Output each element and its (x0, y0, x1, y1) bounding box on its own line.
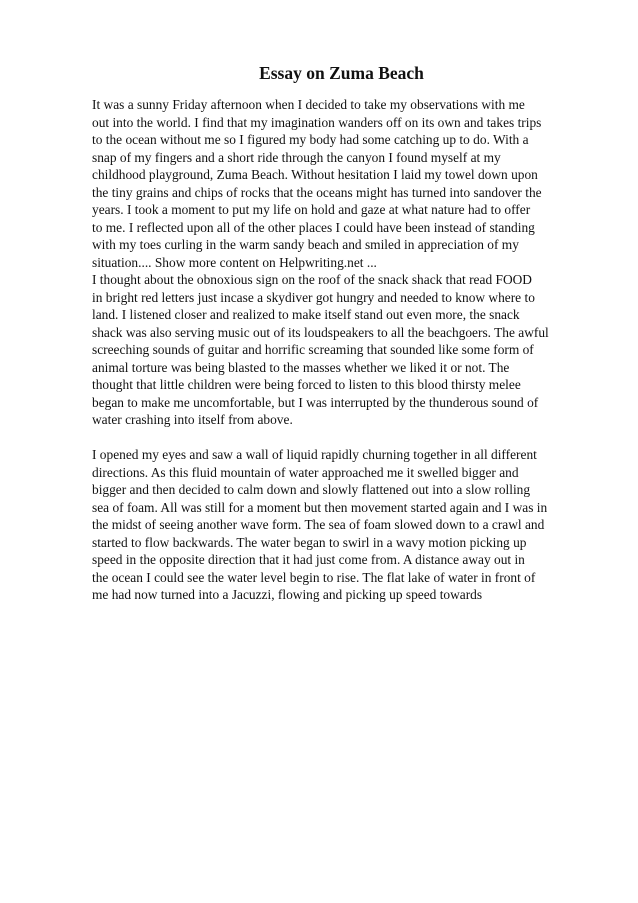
text-line: shack was also serving music out of its loudspeakers to all the beachgoers. The awful (92, 324, 549, 340)
text-line: screeching sounds of guitar and horrific screaming that sounded like some form of (92, 342, 534, 357)
text-line: in bright red letters just incase a skydiver got hungry and needed to know where to (92, 289, 535, 305)
text-line: sea of foam. All was still for a moment but then movement started again and I was in (92, 499, 548, 515)
text-line: to me. I reflected upon all of the other places I could have been instead of standing (92, 219, 535, 235)
document-body (92, 96, 592, 604)
text-line: bigger and then decided to calm down and slowly flattened out into a slow rolling (92, 482, 531, 497)
text-line: with my toes curling in the warm sandy beach and smiled in appreciation of my (92, 237, 519, 252)
text-line: the ocean I could see the water level begin to rise. The flat lake of water in front of (92, 569, 536, 585)
text-line: land. I listened closer and realized to make itself stand out even more, the snack (92, 307, 520, 322)
text-line: out into the world. I find that my imagination wanders off on its own and takes trips (92, 114, 542, 130)
text-line: animal torture was being blasted to the masses whether we liked it or not. The (92, 359, 510, 375)
text-line: speed in the opposite direction that it had just come from. A distance away out in (92, 552, 525, 567)
text-line: situation.... Show more content on Helpwriting.net ... (92, 254, 377, 270)
text-line: the midst of seeing another wave form. The sea of foam slowed down to a crawl and (92, 517, 545, 532)
text-line: water crashing into itself from above. (92, 412, 293, 427)
document-title: Essay on Zuma Beach (259, 63, 424, 83)
text-line: years. I took a moment to put my life on hold and gaze at what nature had to offer (92, 202, 531, 217)
text-line: to the ocean without me so I figured my body had some catching up to do. With a (92, 132, 529, 147)
text-line: snap of my fingers and a short ride through the canyon I found myself at my (92, 149, 501, 165)
text-line: directions. As this fluid mountain of water approached me it swelled bigger and (92, 464, 519, 480)
text-line: me had now turned into a Jacuzzi, flowing and picking up speed towards (92, 587, 483, 602)
text-line: I opened my eyes and saw a wall of liquid rapidly churning together in all different (92, 447, 537, 462)
paragraph-2 (92, 446, 592, 604)
text-line: It was a sunny Friday afternoon when I decided to take my observations with me (92, 97, 525, 112)
text-line: began to make me uncomfortable, but I was interrupted by the thunderous sound of (92, 394, 539, 410)
paragraph-1 (92, 96, 592, 429)
text-line: I thought about the obnoxious sign on the roof of the snack shack that read FOOD (92, 272, 532, 287)
text-line: thought that little children were being forced to listen to this blood thirsty melee (92, 377, 521, 392)
paragraph-spacer (92, 429, 592, 447)
text-line: started to flow backwards. The water began to swirl in a wavy motion picking up (92, 534, 527, 550)
text-line: childhood playground, Zuma Beach. Without hesitation I laid my towel down upon (92, 167, 538, 182)
text-line: the tiny grains and chips of rocks that the oceans might has turned into sandover the (92, 184, 542, 200)
